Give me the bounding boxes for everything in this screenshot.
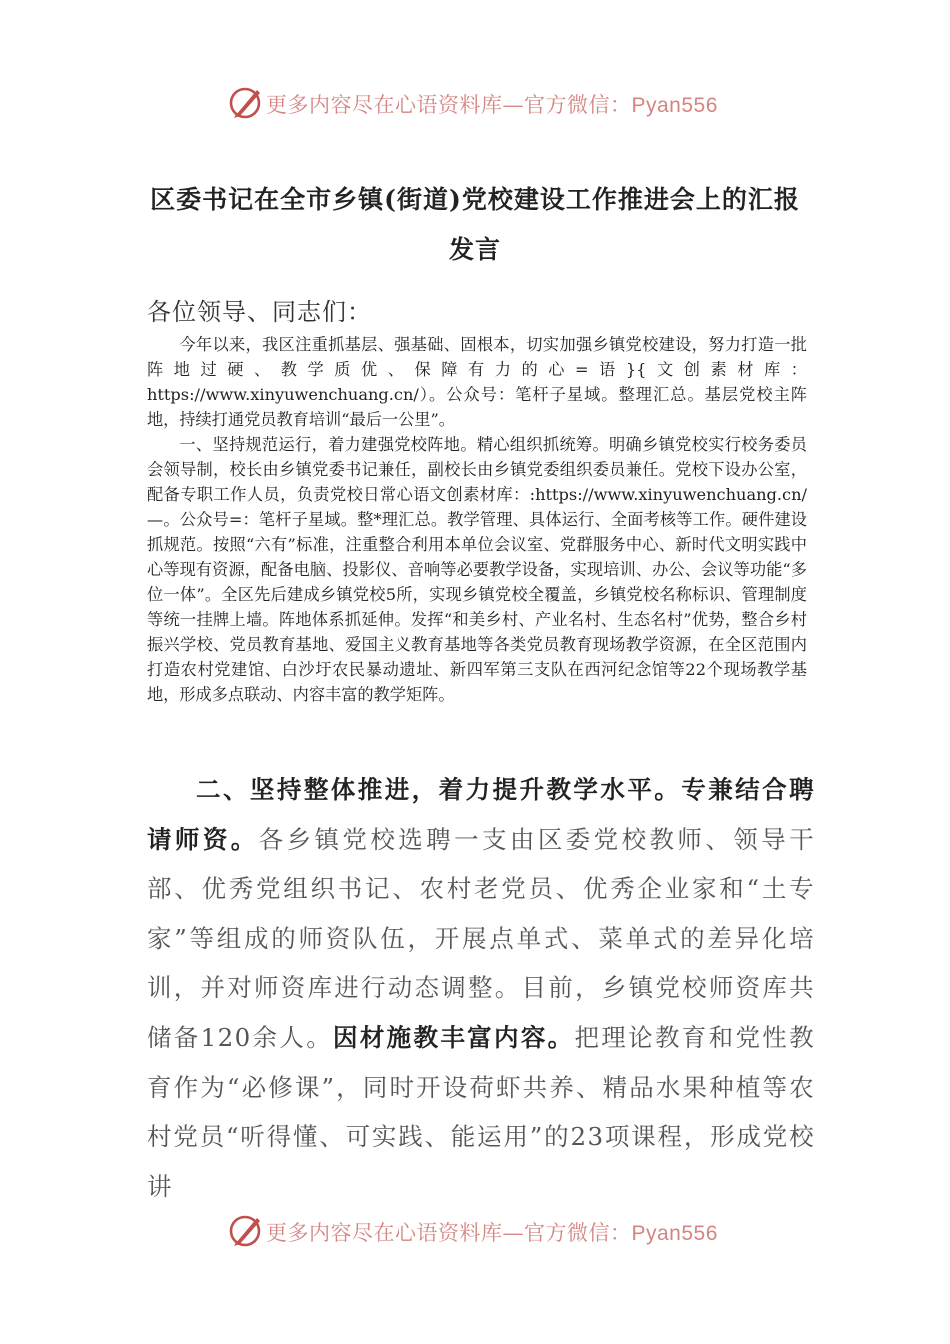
paragraph-section-1 xyxy=(147,432,807,707)
paragraph-section-1-text: 一、坚持规范运行，着力建强党校阵地。精心组织抓统筹。明确乡镇党校实行校务委员会领导制，校长由乡镇党委书记兼任，副校长由乡镇党委组织委员兼任。党校下设办公室，配备专职工作人员，负责党校日常心语文创素材库：:https://www.xinyuwenchuang.cn/—。公众号=：笔杆子星域。整*理汇总。教学管理、具体运行、全面考核等工作。硬件建设抓规范。按照“六有”标准，注重整合利用本单位会议室、党群服务中心、新时代文明实践中心等现有资源，配备电脑、投影仪、音响等必要教学设备，实现培训、办公、会议等功能“多位一体”。全区先后建成乡镇党校5所，实现乡镇党校全覆盖，乡镇党校名称标识、管理制度等统一挂牌上墙。阵地体系抓延伸。发挥“和美乡村、产业名村、生态名村”优势，整合乡村振兴学校、党员教育基地、爱国主义教育基地等各类党员教育现场教学资源，在全区范围内打造农村党建馆、白沙圩农民暴动遗址、新四军第三支队在西河纪念馆等22个现场教学基地，形成多点联动、内容丰富的教学矩阵。 xyxy=(147,435,807,704)
salutation: 各位领导、同志们： xyxy=(147,298,372,326)
section-2-text-2: 把理论教育和党性教育作为“必修课”，同时开设荷虾共养、精品水果种植等农村党员“听得懂、可实践、能运用”的23项课程，形成党校讲 xyxy=(147,1022,815,1201)
pen-logo-icon xyxy=(226,82,266,122)
pen-logo-icon xyxy=(226,1210,266,1250)
paragraph-section-2 xyxy=(147,765,815,1211)
watermark-wechat-id: Pyan556 xyxy=(631,94,718,117)
section-2-heading: 二、坚持整体推进，着力提升教学水平。 xyxy=(196,775,682,804)
section-2-subheading-1: 专兼结合聘请师资。 xyxy=(147,775,816,854)
watermark-header xyxy=(0,80,950,124)
section-2-subheading-2: 因材施教丰富内容。 xyxy=(333,1022,575,1052)
watermark-wechat-id: Pyan556 xyxy=(631,1222,718,1245)
document-title-line-2: 发言 xyxy=(448,235,501,264)
watermark-text: 更多内容尽在心语资料库—官方微信：Pyan556 xyxy=(266,93,718,117)
section-2-text-1: 各乡镇党校选聘一支由区委党校教师、领导干部、优秀党组织书记、农村老党员、优秀企业家和“土专家”等组成的师资队伍，开展点单式、菜单式的差异化培训，并对师资库进行动态调整。目前，乡镇党校师资库共储备120余人。 xyxy=(147,824,815,1052)
document-title-line-1: 区委书记在全市乡镇(街道)党校建设工作推进会上的汇报 xyxy=(150,185,800,214)
paragraph-intro xyxy=(147,332,807,432)
paragraph-intro-text: 今年以来，我区注重抓基层、强基础、固根本，切实加强乡镇党校建设，努力打造一批阵地过硬、教学质优、保障有力的心=语}{文创素材库：https://www.xinyuwenchuang.cn/）。公众号：笔杆子星域。整理汇总。基层党校主阵地，持续打通党员教育培训“最后一公里”。 xyxy=(147,335,807,429)
watermark-text: 更多内容尽在心语资料库—官方微信：Pyan556 xyxy=(266,1221,718,1245)
watermark-footer xyxy=(0,1208,950,1252)
